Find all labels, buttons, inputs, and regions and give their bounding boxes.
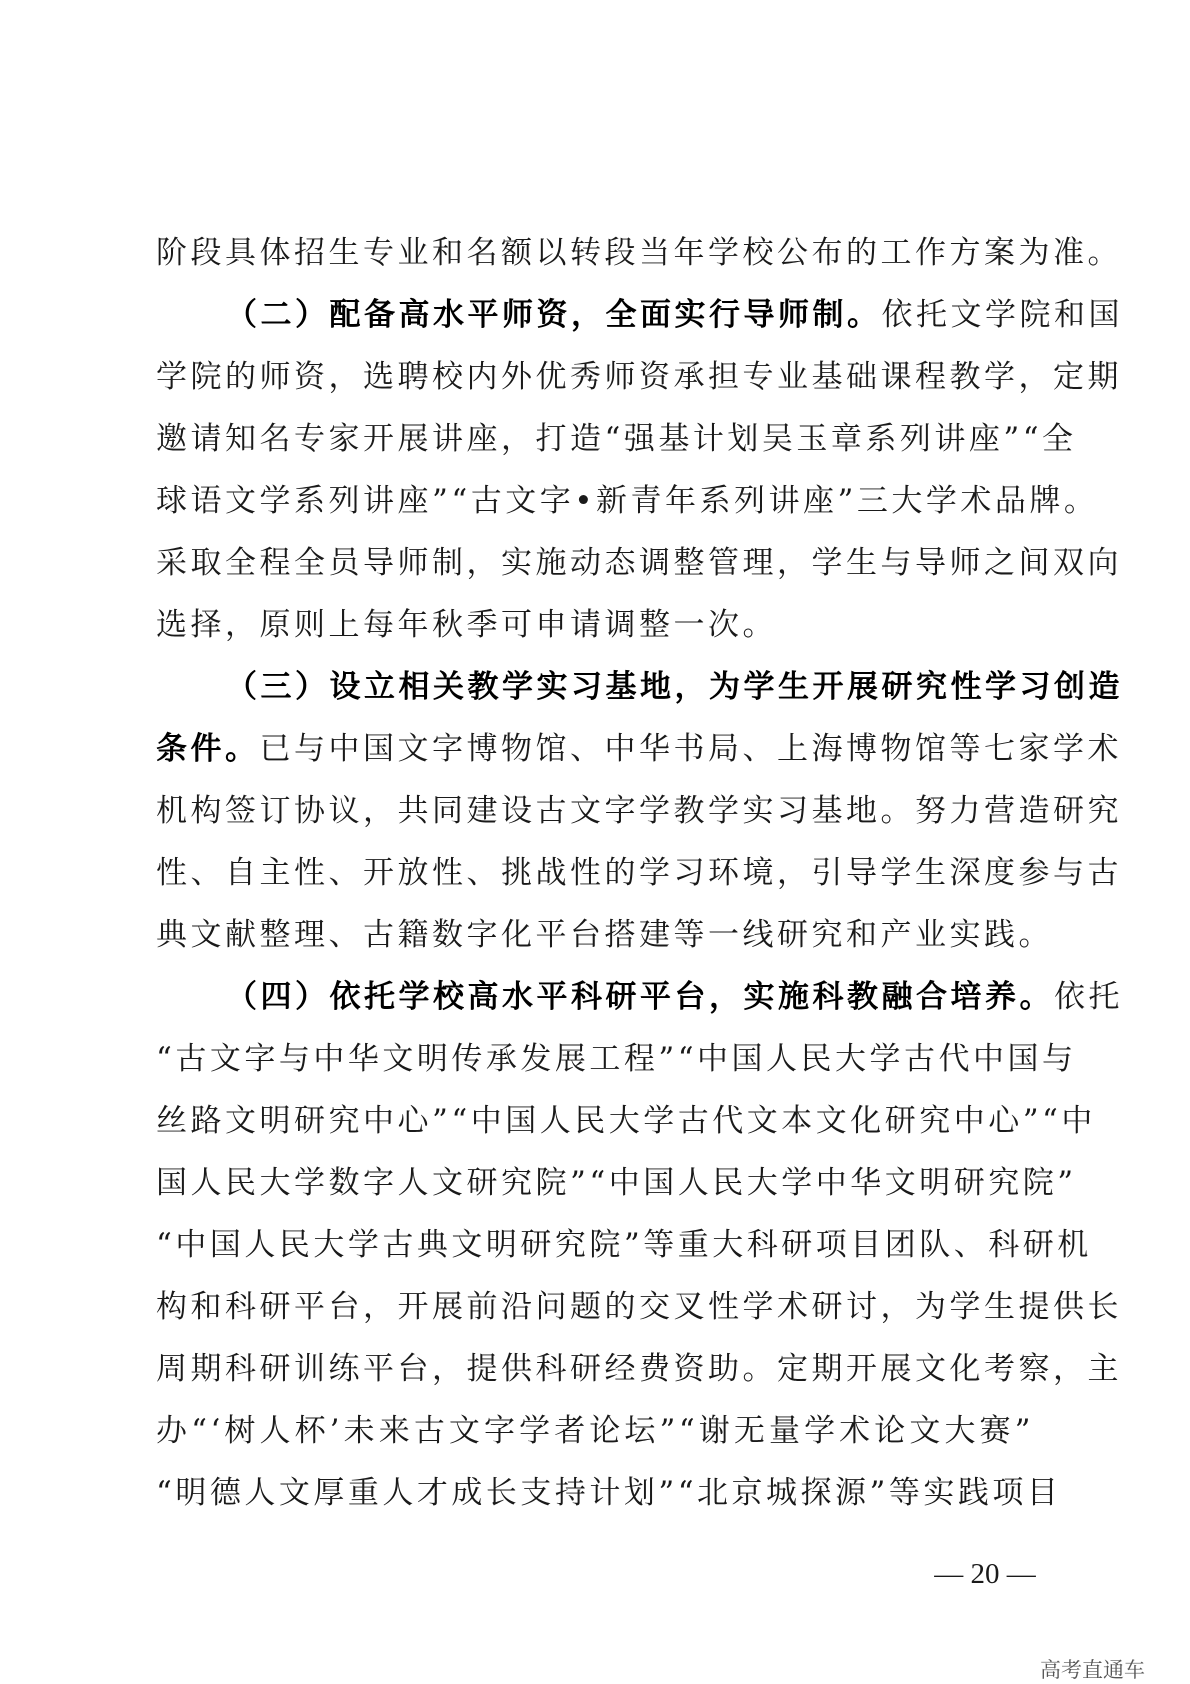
body-text: 邀请知名专家开展讲座，打造“强基计划吴玉章系列讲座”“全 [156,421,1077,457]
section-heading: （三）设立相关教学实习基地，为学生开展研究性学习创造 [226,669,1123,705]
body-text: 依托 [1054,979,1123,1015]
body-text: 选择，原则上每年秋季可申请调整一次。 [156,607,777,643]
text-line [156,470,1099,532]
text-line [156,718,1122,780]
body-text: 阶段具体招生专业和名额以转段当年学校公布的工作方案为准。 [156,235,1122,271]
body-text: “明德人文厚重人才成长支持计划”“北京城探源”等实践项目 [156,1475,1062,1511]
text-line [156,222,1122,284]
body-text: 机构签订协议，共同建设古文字学教学实习基地。努力营造研究 [156,793,1122,829]
text-line [156,532,1122,594]
body-text: 已与中国文字博物馆、中华书局、上海博物馆等七家学术 [259,731,1122,767]
body-text: “中国人民大学古典文明研究院”等重大科研项目团队、科研机 [156,1227,1092,1263]
text-line [156,1152,1077,1214]
text-line [156,1276,1122,1338]
document-body [156,222,1123,1524]
body-text: 周期科研训练平台，提供科研经费资助。定期开展文化考察，主 [156,1351,1122,1387]
body-text: 依托文学院和国 [881,297,1123,333]
body-text: 球语文学系列讲座”“古文字•新青年系列讲座”三大学术品牌。 [156,483,1099,519]
text-line [156,1462,1062,1524]
text-line [156,1338,1122,1400]
body-text: 构和科研平台，开展前沿问题的交叉性学术研讨，为学生提供长 [156,1289,1122,1325]
text-line [156,284,1123,346]
body-text: “古文字与中华文明传承发展工程”“中国人民大学古代中国与 [156,1041,1077,1077]
body-text: 学院的师资，选聘校内外优秀师资承担专业基础课程教学，定期 [156,359,1122,395]
section-heading: （四）依托学校高水平科研平台，实施科教融合培养。 [226,979,1054,1015]
body-text: 国人民大学数字人文研究院”“中国人民大学中华文明研究院” [156,1165,1077,1201]
text-line [156,1400,1034,1462]
section-heading: 条件。 [156,731,260,767]
text-line [156,780,1122,842]
body-text: 采取全程全员导师制，实施动态调整管理，学生与导师之间双向 [156,545,1122,581]
body-text: 丝路文明研究中心”“中国人民大学古代文本文化研究中心”“中 [156,1103,1096,1139]
text-line [156,904,1053,966]
body-text: 典文献整理、古籍数字化平台搭建等一线研究和产业实践。 [156,917,1053,953]
watermark-text: 高考直通车 [1040,1658,1145,1682]
page-number: — 20 — [934,1558,1036,1590]
text-line [156,656,1123,718]
text-line [156,966,1123,1028]
text-line [156,594,1034,656]
text-line [156,1028,1077,1090]
text-line [156,842,1122,904]
body-text: 性、自主性、开放性、挑战性的学习环境，引导学生深度参与古 [156,855,1122,891]
text-line [156,408,1077,470]
body-text: 办“‘树人杯’未来古文字学者论坛”“谢无量学术论文大赛” [156,1413,1034,1449]
text-line [156,1214,1092,1276]
text-line [156,346,1122,408]
text-line [156,1090,1096,1152]
section-heading: （二）配备高水平师资，全面实行导师制。 [226,297,882,333]
